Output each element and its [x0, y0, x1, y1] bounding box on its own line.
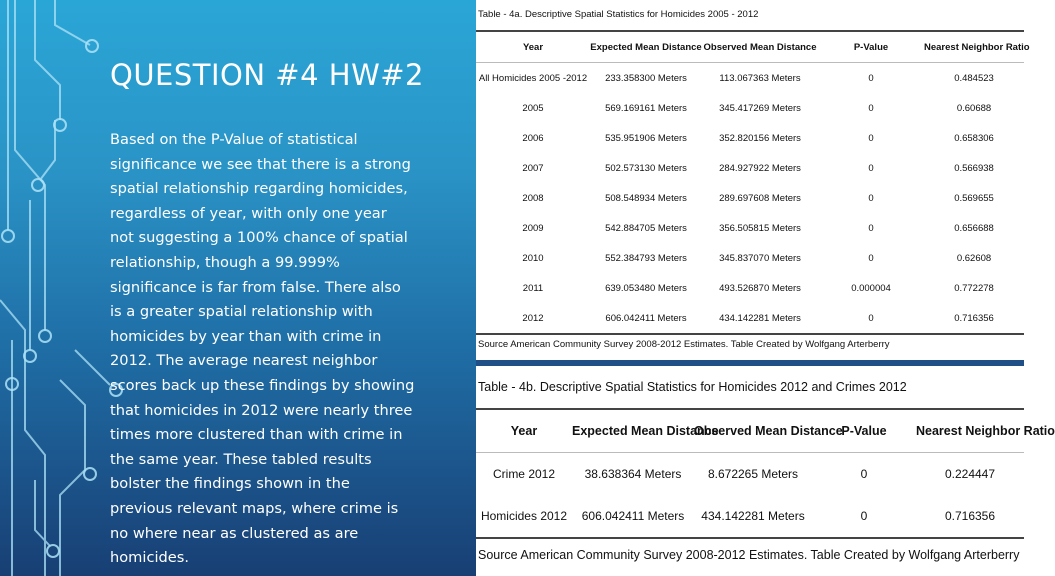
table2 — [476, 408, 1055, 539]
table1-cell: 502.573130 Meters — [605, 162, 687, 174]
table1-cell: 552.384793 Meters — [605, 252, 687, 264]
table2-source: Source American Community Survey 2008-2012 Estimates. Table Created by Wolfgang Arterberry — [478, 548, 1020, 562]
table1-cell: 535.951906 Meters — [605, 132, 687, 144]
table1-cell: 569.169161 Meters — [605, 102, 687, 114]
table1-cell: 2007 — [522, 162, 544, 174]
table1-cell: 0 — [868, 132, 874, 144]
table1-row — [476, 153, 1024, 183]
table1-cell: 289.697608 Meters — [719, 192, 801, 204]
table1-cell: 0.484523 — [954, 72, 994, 84]
table1-cell: 606.042411 Meters — [590, 303, 702, 334]
table2-header-year: Year — [476, 409, 572, 453]
table2-caption: Table - 4b. Descriptive Spatial Statistics for Homicides 2012 and Crimes 2012 — [478, 380, 907, 394]
slide-title: QUESTION #4 HW#2 — [110, 58, 424, 92]
table1-cell: 113.067363 Meters — [719, 72, 801, 84]
table2-cell: Homicides 2012 — [476, 495, 572, 538]
table1-header-year: Year — [476, 31, 590, 63]
table1-cell: 233.358300 Meters — [605, 72, 687, 84]
table1-cell: 2009 — [522, 222, 544, 234]
table1-cell: 0 — [868, 222, 874, 234]
table1-cell: 345.837070 Meters — [719, 252, 801, 264]
table2-row — [476, 495, 1024, 538]
table1-header-expected: Expected Mean Distance — [590, 31, 702, 63]
table1-cell: 2011 — [522, 282, 544, 294]
table2-cell: 0 — [812, 495, 916, 538]
table1-row — [476, 183, 1024, 213]
slide-body-text: Based on the P-Value of statistical significance we see that there is a strong spatial relationship regarding homicides, regardless of year, with only one year not suggesting a 100% chance of spatial relationship, though a 99.999% significance is far from false. There also is a greater spatial relationship with homicides by year than with crime in 2012. The average nearest neighbor scores back up these findings by showing that homicides in 2012 were nearly three times more clustered than with crime in the same year. These tabled results bolster the findings shown in the previous relevant maps, where crime is no where near as clustered as are homicides. — [110, 131, 415, 567]
table2-cell: 8.672265 Meters — [707, 467, 799, 481]
table1-header-pvalue: P-Value — [818, 31, 924, 63]
table1-cell: 2010 — [522, 252, 544, 264]
table2-cell: 606.042411 Meters — [572, 495, 694, 538]
table1-cell: 0.772278 — [954, 282, 994, 294]
table2-cell: 0.716356 — [916, 495, 1024, 538]
table2-header-observed: Observed Mean Distance — [694, 409, 812, 453]
table1-cell: 0 — [868, 192, 874, 204]
table1-row — [476, 213, 1024, 243]
table1-row — [476, 243, 1024, 273]
divider-band — [476, 360, 1024, 366]
table1-cell: 0 — [868, 72, 874, 84]
table1 — [476, 30, 1030, 335]
table1-row — [476, 93, 1024, 123]
right-panel — [476, 0, 1055, 576]
table1-cell: 493.526870 Meters — [719, 282, 801, 294]
table1-row — [476, 63, 1024, 94]
table1-cell: 0.656688 — [954, 222, 994, 234]
table1-cell: 0.000004 — [851, 282, 891, 294]
table1-header-row — [476, 31, 1024, 63]
table1-cell: 2006 — [522, 132, 544, 144]
table1-row — [476, 123, 1024, 153]
table1-cell: 0 — [868, 162, 874, 174]
table1-cell: 434.142281 Meters — [702, 303, 818, 334]
table1-header-nn-ratio: Nearest Neighbor Ratio — [924, 31, 1024, 63]
table1-cell: 542.884705 Meters — [605, 222, 687, 234]
table1-source: Source American Community Survey 2008-2012 Estimates. Table Created by Wolfgang Arterberry — [478, 339, 890, 350]
table1-cell: 639.053480 Meters — [605, 282, 687, 294]
table1-cell: 345.417269 Meters — [719, 102, 801, 114]
table2-cell: Crime 2012 — [492, 467, 556, 481]
table1-row — [476, 273, 1024, 303]
table1-cell: 0 — [868, 252, 874, 264]
table1-cell: 0.62608 — [956, 252, 992, 264]
table1-header-observed: Observed Mean Distance — [702, 31, 818, 63]
table2-header-nn-ratio: Nearest Neighbor Ratio — [916, 409, 1024, 453]
table2-header-row — [476, 409, 1024, 453]
table1-cell: 0.569655 — [954, 192, 994, 204]
table2-header-expected: Expected Mean Distance — [572, 409, 694, 453]
table2-cell: 38.638364 Meters — [584, 467, 682, 481]
table1-caption: Table - 4a. Descriptive Spatial Statistics for Homicides 2005 - 2012 — [478, 9, 759, 20]
table1-cell: 0.658306 — [954, 132, 994, 144]
table1-cell: 2005 — [522, 102, 544, 114]
table1-cell: 2008 — [522, 192, 544, 204]
table1-cell: 0 — [818, 303, 924, 334]
table1-cell: 0 — [868, 102, 874, 114]
table2-cell: 0.224447 — [944, 467, 996, 481]
table1-cell: 352.820156 Meters — [719, 132, 801, 144]
table1-cell: 0.566938 — [954, 162, 994, 174]
table2-cell: 0 — [860, 467, 868, 481]
table2-row — [476, 453, 1024, 496]
table1-cell: 284.927922 Meters — [719, 162, 801, 174]
left-panel — [0, 0, 476, 576]
table1-cell: 0.60688 — [956, 102, 992, 114]
table1-cell: All Homicides 2005 -2012 — [478, 72, 588, 84]
table1-cell: 2012 — [476, 303, 590, 334]
table2-header-pvalue: P-Value — [812, 409, 916, 453]
table1-cell: 356.505815 Meters — [719, 222, 801, 234]
table1-cell: 508.548934 Meters — [605, 192, 687, 204]
table2-cell: 434.142281 Meters — [694, 495, 812, 538]
table1-cell: 0.716356 — [924, 303, 1024, 334]
table1-row — [476, 303, 1024, 334]
